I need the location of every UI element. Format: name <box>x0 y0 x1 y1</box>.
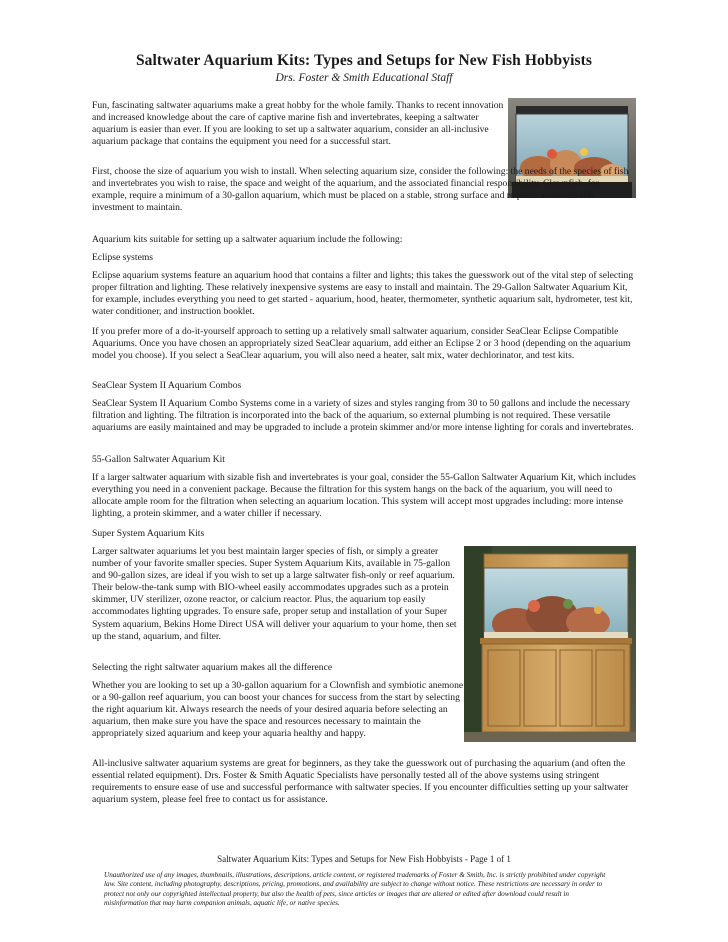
large-aquarium-photo <box>464 546 636 742</box>
size-paragraph: First, choose the size of aquarium you wish to install. When selecting aquarium size, consider the following: the needs of the species of fish and invertebrates you wish to raise, the space and weight of the aquarium, and the associated financial responsibility. Clownfish, for example, require a minimum of a 30-gallon aquarium, which must be placed on a stable, strong surface and requires a considerable investment to maintain. <box>92 166 629 214</box>
diy-paragraph: If you prefer more of a do-it-yourself approach to setting up a relatively small saltwater aquarium, consider SeaClear Eclipse Compatible Aquariums. Once you have chosen an appropriately sized SeaClear aquarium, add either an Eclipse 2 or 3 hood (depending on the aquarium model you choose). If you select a SeaClear aquarium, you will also need a heater, salt mix, water dechlorinator, and test kits. <box>92 326 631 362</box>
seaclear-paragraph: SeaClear System II Aquarium Combo Systems come in a variety of sizes and styles ranging from 30 to 50 gallons and include the necessary filtration and lighting. The filtration is incorporated into the back of the aquarium, so external plumbing is not required. These versatile aquariums are easily maintained and may be upgraded to include a protein skimmer and/or more intense lighting for corals and invertebrates. <box>92 398 634 434</box>
eclipse-heading: Eclipse systems <box>92 252 154 263</box>
document-title: Saltwater Aquarium Kits: Types and Setups for New Fish Hobbyists <box>135 52 593 69</box>
footer-page-title: Saltwater Aquarium Kits: Types and Setups for New Fish Hobbyists - Page 1 of 1 <box>217 854 511 864</box>
super-system-heading: Super System Aquarium Kits <box>92 528 205 539</box>
copyright-disclaimer: Unauthorized use of any images, thumbnails, illustrations, descriptions, article content, or registered trademarks of Foster & Smith, Inc. is strictly prohibited under copyright law. Site content, including photography, descriptions, pricing, promotions, and availability are subject to change without notice. These restrictions are necessary in order to protect not only our copyrighted intellectual property, but also the health of pets, since articles or images that are altered or edited after download could result in misinformation that may harm companion animals, aquatic life, or native species. <box>104 871 606 907</box>
selecting-paragraph: Whether you are looking to set up a 30-gallon aquarium for a Clownfish and symbiotic anemone or a 90-gallon reef aquarium, you can boost your chances for success from the start by selecting the right aquarium kit. Always research the needs of your desired aquaria before selecting an aquarium, then make sure you have the space and resources necessary to maintain the appropriately sized aquarium and keep your aquaria healthy and happy. <box>92 680 464 740</box>
kit55-paragraph: If a larger saltwater aquarium with sizable fish and invertebrates is your goal, consider the 55-Gallon Saltwater Aquarium Kit, which includes everything you need in a convenient package. Because the filtration for this system hangs on the back of the aquarium, you will need to allocate ample room for the filtration when selecting an aquarium location. This system will accept most upgrades including: more intense lighting, a protein skimmer, and a water chiller if necessary. <box>92 472 636 520</box>
seaclear-heading: SeaClear System II Aquarium Combos <box>92 380 242 391</box>
eclipse-paragraph: Eclipse aquarium systems feature an aquarium hood that contains a filter and lights; this takes the guesswork out of the vital step of selecting proper filtration and lighting. These relatively inexpensive systems are easy to install and maintain. The 29-Gallon Saltwater Aquarium Kit, for example, includes everything you need to get started - aquarium, hood, heater, thermometer, synthetic aquarium salt, hydrometer, test kit, water conditioner, and instruction booklet. <box>92 270 634 318</box>
super-system-paragraph: Larger saltwater aquariums let you best maintain larger species of fish, or simply a greater number of your favorite smaller species. Super System Aquarium Kits, available in 75-gallon and 90-gallon sizes, are ideal if you wish to set up a large saltwater fish-only or reef aquarium. Their below-the-tank sump with BIO-wheel easily accommodates upgrades such as a protein skimmer, UV sterilizer, ozone reactor, or calcium reactor. Plus, the aquarium top easily accommodates lighting upgrades. To ensure safe, proper setup and installation of your Super System aquarium, Bekins Home Direct USA will deliver your aquarium to your home, then set up the stand, aquarium, and filter. <box>92 546 457 642</box>
closing-paragraph: All-inclusive saltwater aquarium systems are great for beginners, as they take the guesswork out of purchasing the aquarium (and often the essential related equipment). Drs. Foster & Smith Aquatic Specialists have personally tested all of the above systems using stringent requirements to ensure ease of use and successful performance with saltwater species. If you encounter difficulties setting up your saltwater aquarium system, please feel free to contact us for assistance. <box>92 758 629 806</box>
kits-intro-paragraph: Aquarium kits suitable for setting up a saltwater aquarium include the following: <box>92 234 403 245</box>
kit55-heading: 55-Gallon Saltwater Aquarium Kit <box>92 454 225 465</box>
byline: Drs. Foster & Smith Educational Staff <box>275 72 453 84</box>
intro-paragraph: Fun, fascinating saltwater aquariums make a great hobby for the whole family. Thanks to recent innovation and increased knowledge about the care of captive marine fish and invertebrates, keeping a saltwater aquarium is easier than ever. If you are looking to set up a saltwater aquarium, consider an all-inclusive aquarium package that contains the equipment you need for a successful start. <box>92 100 504 148</box>
selecting-heading: Selecting the right saltwater aquarium makes all the difference <box>92 662 333 673</box>
